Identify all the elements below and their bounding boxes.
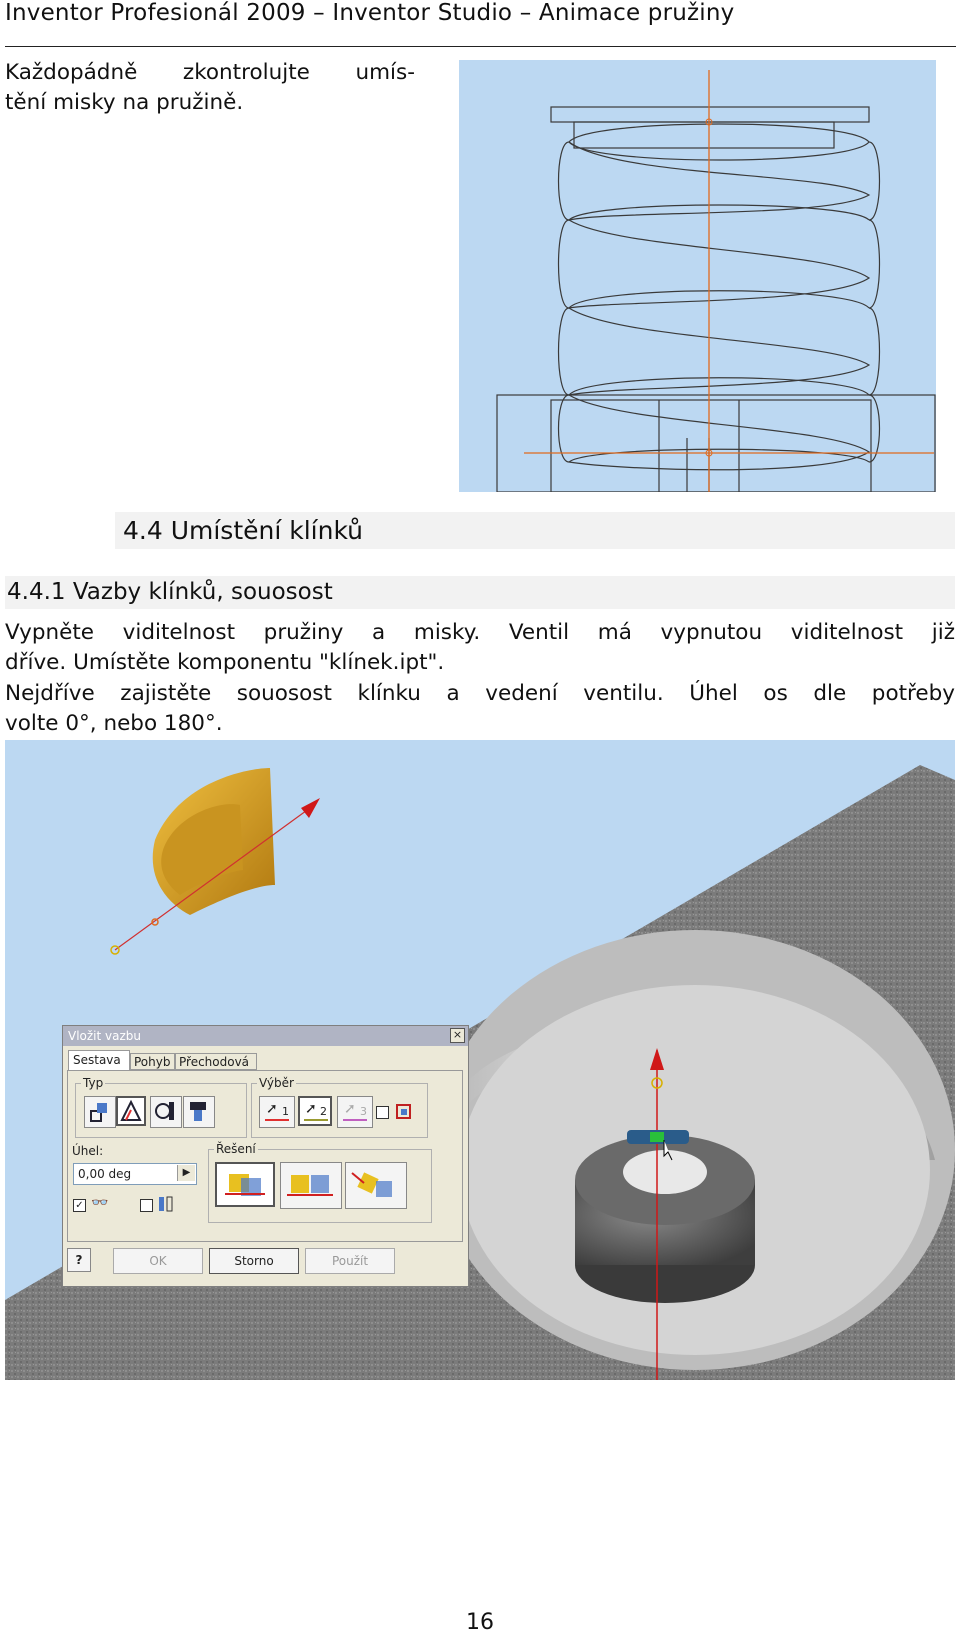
angle-input[interactable] — [73, 1163, 197, 1185]
cursor-icon: ➚ — [344, 1101, 356, 1117]
cursor-icon: ➚ — [266, 1101, 278, 1117]
show-preview-checkbox[interactable]: ✓ — [73, 1199, 86, 1212]
type-group-label: Typ — [83, 1076, 104, 1090]
body-line-2: dříve. Umístěte komponentu "klínek.ipt". — [5, 650, 445, 675]
offset-icon — [157, 1194, 177, 1214]
mate-constraint-button[interactable] — [84, 1096, 116, 1128]
cancel-button[interactable]: Storno — [209, 1248, 299, 1274]
angle-value: 0,00 deg — [78, 1167, 132, 1181]
predict-offset-checkbox[interactable] — [140, 1199, 153, 1212]
solution-directed-button[interactable] — [345, 1162, 407, 1209]
solution-group-label: Řešení — [216, 1142, 256, 1156]
insert-constraint-button[interactable] — [183, 1096, 215, 1128]
tab-sestava[interactable]: Sestava — [68, 1050, 130, 1070]
page-number: 16 — [466, 1610, 494, 1635]
document-header: Inventor Profesionál 2009 – Inventor Studio – Animace pružiny — [5, 0, 735, 26]
cursor-icon: ➚ — [305, 1101, 317, 1117]
first-click-checkbox[interactable] — [376, 1106, 389, 1119]
subsection-heading: 4.4.1 Vazby klínků, souosost — [5, 576, 955, 609]
body-line-3: Nejdříve zajistěte souosost klínku a vedení ventilu. Úhel os dle potřeby — [5, 681, 955, 706]
ok-button[interactable]: OK — [113, 1248, 203, 1274]
dialog-title: Vložit vazbu — [68, 1029, 142, 1043]
angle-constraint-button[interactable] — [116, 1096, 146, 1126]
help-button[interactable]: ? — [67, 1248, 91, 1272]
intro-line-1: Každopádně zkontrolujte umís- — [5, 60, 415, 85]
select-1-button[interactable]: ➚ 1 — [259, 1096, 295, 1128]
flyout-arrow-icon[interactable]: ▶ — [177, 1165, 195, 1181]
header-rule — [5, 46, 956, 47]
glasses-icon: 👓 — [91, 1195, 109, 1211]
close-button[interactable]: × — [450, 1028, 465, 1043]
spring-wireframe-figure — [459, 60, 936, 492]
tab-pohyb[interactable]: Pohyb — [130, 1053, 175, 1070]
section-heading: 4.4 Umístění klínků — [115, 512, 955, 549]
body-line-4: volte 0°, nebo 180°. — [5, 711, 223, 736]
select-2-button[interactable]: ➚ 2 — [298, 1096, 332, 1126]
intro-line-2: tění misky na pružině. — [5, 90, 244, 115]
body-line-1: Vypněte viditelnost pružiny a misky. Ventil má vypnutou viditelnost již — [5, 620, 955, 645]
tab-prechodova[interactable]: Přechodová — [175, 1053, 257, 1070]
solution-flush-button[interactable] — [280, 1162, 342, 1209]
select-3-button[interactable]: ➚ 3 — [337, 1096, 373, 1128]
angle-label: Úhel: — [72, 1144, 104, 1158]
preferences-icon[interactable] — [393, 1100, 415, 1122]
selection-group-label: Výběr — [259, 1076, 294, 1090]
solution-mate-button[interactable] — [215, 1162, 275, 1207]
tangent-constraint-button[interactable] — [150, 1096, 182, 1128]
apply-button[interactable]: Použít — [305, 1248, 395, 1274]
place-constraint-dialog — [62, 1025, 469, 1287]
